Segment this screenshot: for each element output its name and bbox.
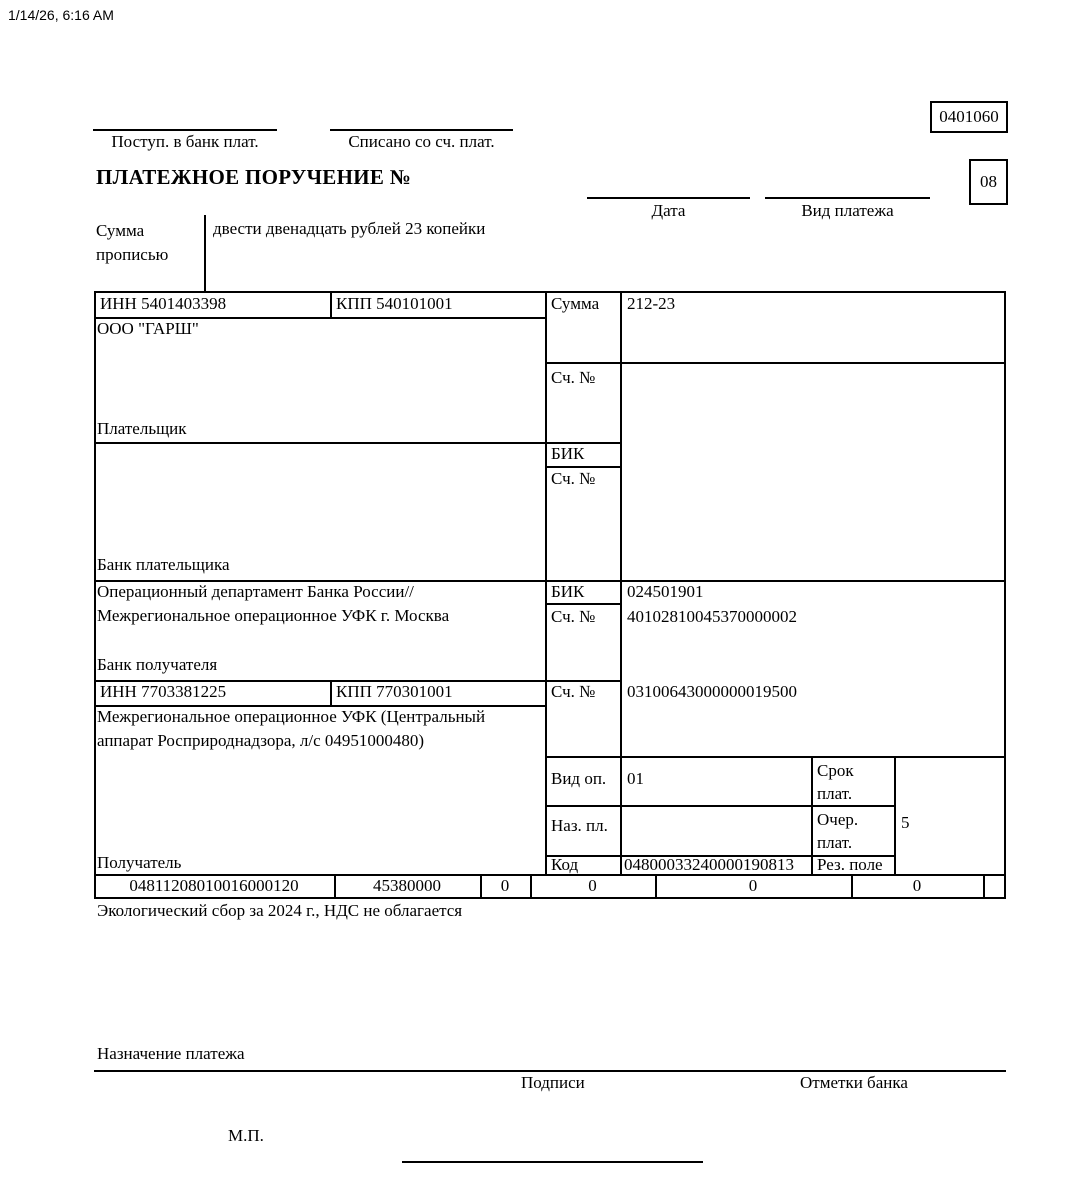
payee-bank-label: Банк получателя (97, 655, 218, 674)
ocher-plat-label: Очер. плат. (817, 810, 859, 852)
debited-label: Списано со сч. плат. (348, 132, 495, 151)
naz-pl-label: Наз. пл. (551, 816, 608, 835)
payee-inn: ИНН 7703381225 (100, 682, 227, 701)
operation-top-line (545, 756, 1006, 758)
payer-inn: ИНН 5401403398 (100, 294, 227, 313)
budget-col-line-7 (1004, 874, 1006, 899)
form-code: 0401060 (939, 107, 999, 126)
date-label: Дата (651, 201, 686, 220)
kod-label: Код (551, 855, 579, 874)
status-code-box (969, 159, 1008, 205)
debited-line (330, 129, 513, 131)
table-right-line (1004, 291, 1006, 899)
budget-cell-oktmo: 45380000 (373, 876, 441, 895)
budget-col-line-6 (983, 874, 985, 899)
date-line (587, 197, 750, 199)
budget-cell-5: 0 (748, 876, 758, 895)
table-top-line (94, 291, 1006, 293)
status-code: 08 (980, 172, 997, 191)
payment-type-label: Вид платежа (801, 201, 894, 220)
payment-type-line (765, 197, 930, 199)
operation-divider-2 (894, 756, 896, 876)
srok-plat-label: Срок плат. (817, 761, 854, 803)
stamp-label: М.П. (228, 1126, 264, 1145)
amount-words-value: двести двенадцать рублей 23 копейки (213, 219, 486, 238)
payer-label: Плательщик (97, 419, 187, 438)
table-left-line (94, 291, 96, 899)
print-timestamp: 1/14/26, 6:16 AM (8, 7, 114, 23)
document-title: ПЛАТЕЖНОЕ ПОРУЧЕНИЕ № (96, 165, 412, 189)
operation-row1-line (545, 805, 896, 807)
purpose-bottom-line (94, 1070, 1006, 1072)
payee-bank-name-line1: Операционный департамент Банка России// (97, 582, 414, 601)
payee-bank-account-value: 40102810045370000002 (627, 607, 797, 626)
vid-op-value: 01 (627, 769, 644, 788)
payee-inn-kpp-divider (330, 680, 332, 707)
amount-value: 212-23 (627, 294, 676, 313)
payer-bottom-line (94, 442, 622, 444)
purpose-text: Экологический сбор за 2024 г., НДС не облагается (97, 901, 463, 920)
payee-account-label: Сч. № (551, 682, 596, 701)
received-label: Поступ. в банк плат. (111, 132, 259, 151)
kod-value: 04800033240000190813 (624, 855, 794, 874)
amount-words-label: Сумма прописью (96, 221, 169, 264)
operation-divider-1 (811, 756, 813, 876)
purpose-label: Назначение платежа (97, 1044, 245, 1063)
bank-marks-label: Отметки банка (800, 1073, 908, 1092)
payee-label: Получатель (97, 853, 182, 872)
payee-kpp: КПП 770301001 (336, 682, 453, 701)
payer-inn-kpp-divider (330, 291, 332, 319)
received-line (93, 129, 277, 131)
amount-label: Сумма (551, 294, 600, 313)
payee-name-line2: аппарат Росприроднадзора, л/с 04951000480) (97, 731, 425, 750)
ocher-plat-value: 5 (901, 813, 910, 832)
budget-cell-3: 0 (500, 876, 510, 895)
budget-cell-kbk: 04811208010016000120 (129, 876, 299, 895)
payee-bank-bik-line (545, 603, 622, 605)
payer-bank-bik-line (545, 466, 622, 468)
payee-bank-name-line2: Межрегиональное операционное УФК г. Москва (97, 606, 450, 625)
payer-bank-label: Банк плательщика (97, 555, 230, 574)
budget-row-bottom-line (94, 897, 1006, 899)
label-col-right-line (620, 291, 622, 876)
payer-name: ООО "ГАРШ" (97, 319, 199, 338)
budget-cell-6: 0 (912, 876, 922, 895)
signature-line (402, 1161, 703, 1163)
signatures-label: Подписи (521, 1073, 585, 1092)
payee-bank-bik-label: БИК (551, 582, 585, 601)
form-code-box (930, 101, 1008, 133)
label-col-left-line (545, 291, 547, 876)
amount-row-bottom-line (545, 362, 1006, 364)
payer-bank-bik-label: БИК (551, 444, 585, 463)
payee-bank-account-label: Сч. № (551, 607, 596, 626)
payer-account-label: Сч. № (551, 368, 596, 387)
rez-pole-label: Рез. поле (817, 855, 883, 874)
payee-name-line1: Межрегиональное операционное УФК (Центральный (97, 707, 486, 726)
payee-account-value: 03100643000000019500 (627, 682, 797, 701)
payer-bank-account-label: Сч. № (551, 469, 596, 488)
payee-bank-bik-value: 024501901 (627, 582, 704, 601)
payer-kpp: КПП 540101001 (336, 294, 453, 313)
budget-cell-4: 0 (588, 876, 597, 895)
amount-words-divider (204, 215, 206, 292)
vid-op-label: Вид оп. (551, 769, 607, 788)
